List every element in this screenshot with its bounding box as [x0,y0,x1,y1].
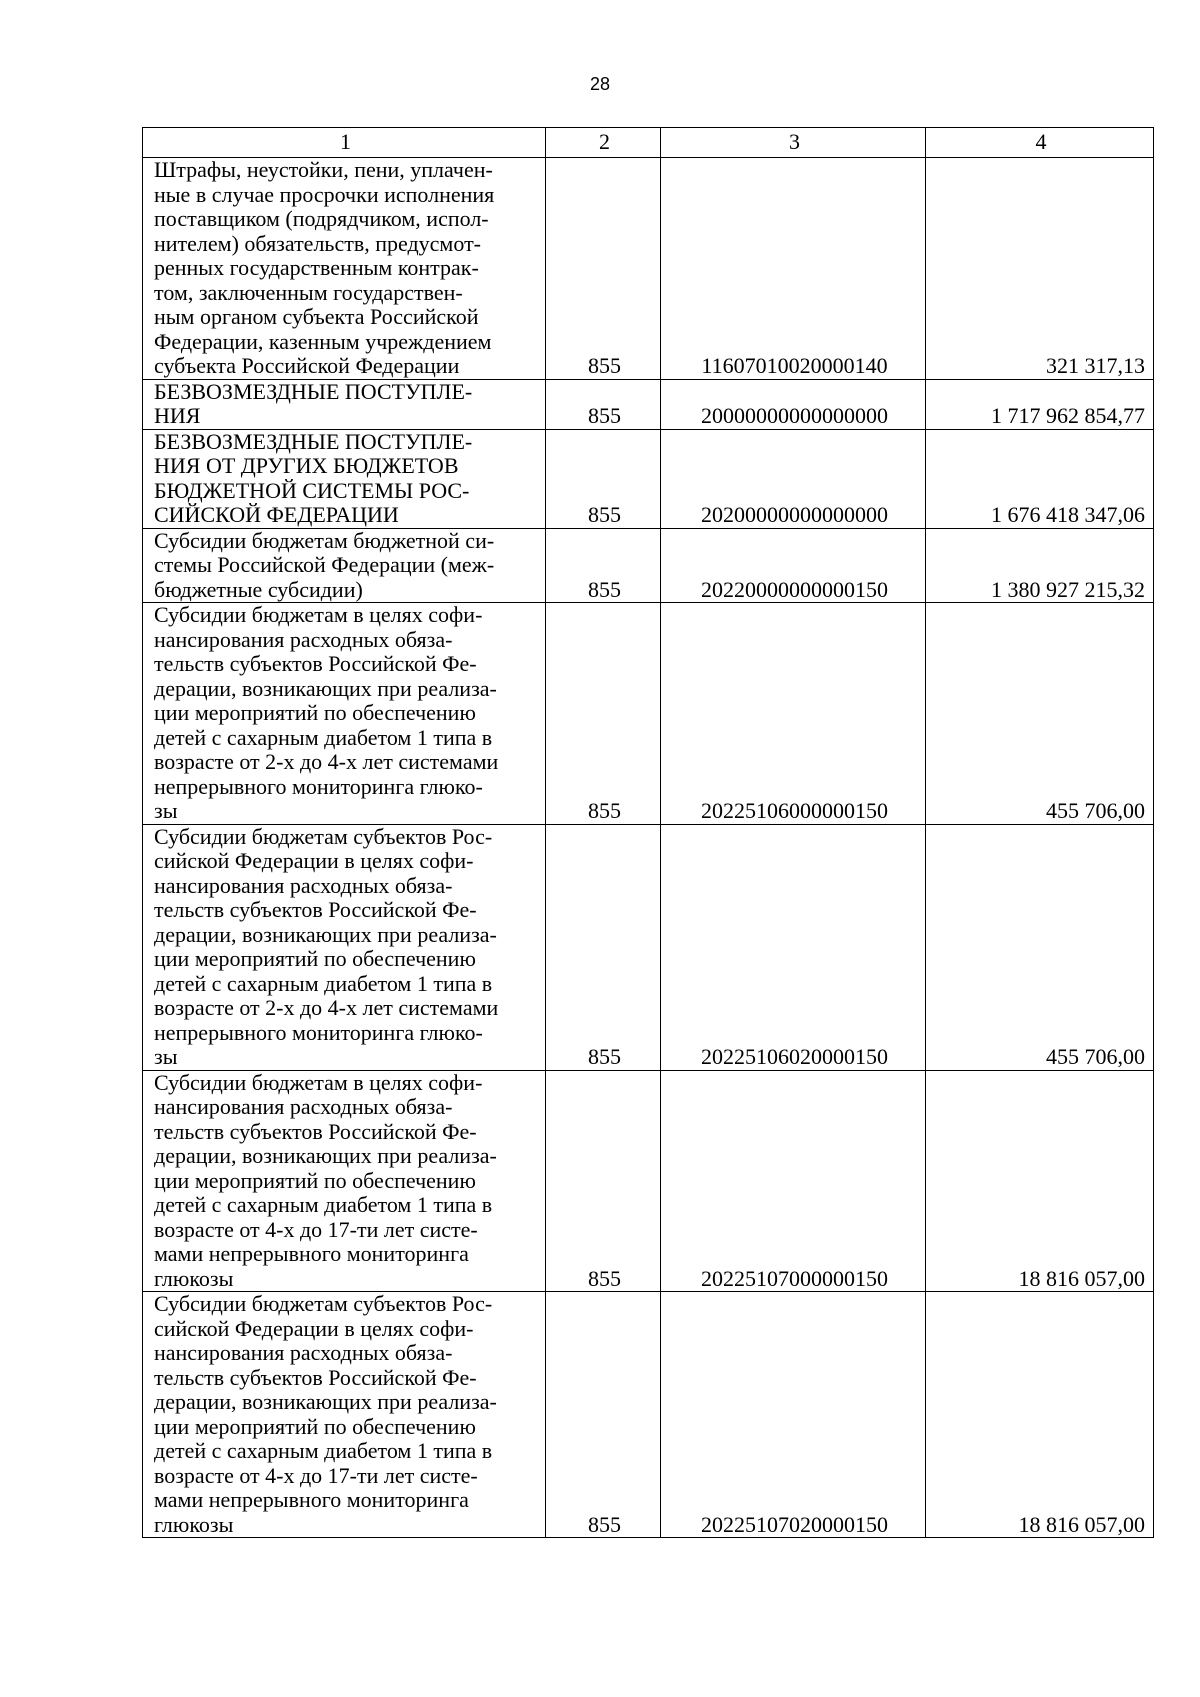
description-line: сийской Федерации в целях софи- [154,848,474,873]
row-admin-code: 855 [546,1292,661,1538]
row-budget-code: 20225106000000150 [661,603,926,825]
table-header-row [143,128,1154,158]
row-admin-code: 855 [546,158,661,380]
description-line: ным органом субъекта Российской [154,304,479,329]
description-line: Субсидии бюджетам в целях софи- [154,602,483,627]
description-line: Субсидии бюджетам субъектов Рос- [154,823,493,849]
description-line: сийской Федерации в целях софи- [154,1315,474,1341]
description-line: детей с сахарным диабетом 1 типа в [154,724,493,750]
description-line: тельств субъектов Российской Фе- [154,1364,477,1390]
description-line: ции мероприятий по обеспечению [154,700,476,725]
description-line: тельств субъектов Российской Фе- [154,1118,477,1144]
row-description [143,603,546,825]
table-row [143,824,1154,1070]
description-line: поставщиком (подрядчиком, испол- [154,206,489,231]
table-body [143,158,1154,1538]
row-admin-code: 855 [546,379,661,429]
description-line: нансирования расходных обяза- [154,1340,453,1365]
column-header-3: 3 [661,128,926,158]
row-budget-code: 20220000000000150 [661,528,926,603]
row-amount: 1 380 927 215,32 [926,528,1154,603]
table-row [143,1070,1154,1292]
description-line: зы [154,798,178,823]
row-budget-code: 20225107020000150 [661,1292,926,1538]
description-line: субъекта Российской Федерации [154,353,460,378]
description-line: дерации, возникающих при реализа- [154,675,497,701]
description-line: ные в случае просрочки исполнения [154,181,495,207]
description-line: детей с сахарным диабетом 1 типа в [154,970,493,996]
description-line: Субсидии бюджетам бюджетной си- [154,527,495,553]
description-line: ции мероприятий по обеспечению [154,1167,476,1193]
row-description [143,528,546,603]
column-header-4: 4 [926,128,1154,158]
description-line: БЕЗВОЗМЕЗДНЫЕ ПОСТУПЛЕ- [154,378,473,404]
row-amount: 321 317,13 [926,158,1154,380]
description-line: возрасте от 2-х до 4-х лет системами [154,995,499,1020]
description-line: детей с сахарным диабетом 1 типа в [154,1438,493,1463]
table-row [143,603,1154,825]
column-header-2: 2 [546,128,661,158]
description-line: НИЯ ОТ ДРУГИХ БЮДЖЕТОВ [154,453,459,478]
row-admin-code: 855 [546,528,661,603]
description-line: мами непрерывного мониторинга [154,1487,469,1512]
description-line: детей с сахарным диабетом 1 типа в [154,1192,493,1217]
description-line: том, заключенным государствен- [154,279,463,305]
description-line: Федерации, казенным учреждением [154,328,492,354]
description-line: зы [154,1044,178,1069]
row-description [143,158,546,380]
row-amount: 455 706,00 [926,824,1154,1070]
row-description [143,1292,546,1538]
description-line: Субсидии бюджетам субъектов Рос- [154,1291,493,1316]
description-line: возрасте от 2-х до 4-х лет системами [154,749,499,774]
row-description [143,1070,546,1292]
row-budget-code: 20225106020000150 [661,824,926,1070]
description-line: стемы Российской Федерации (меж- [154,552,495,577]
description-line: дерации, возникающих при реализа- [154,1143,497,1168]
description-line: бюджетные субсидии) [154,576,363,602]
description-line: нансирования расходных обяза- [154,1094,453,1119]
table-row [143,379,1154,429]
description-line: СИЙСКОЙ ФЕДЕРАЦИИ [154,502,399,527]
description-line: глюкозы [154,1511,234,1537]
row-admin-code: 855 [546,429,661,528]
row-budget-code: 11607010020000140 [661,158,926,380]
page-number: 28 [589,74,611,94]
row-admin-code: 855 [546,603,661,825]
description-line: нансирования расходных обяза- [154,626,453,652]
table-row [143,1292,1154,1538]
description-line: возрасте от 4-х до 17-ти лет систе- [154,1462,478,1488]
table-row [143,528,1154,603]
description-line: тельств субъектов Российской Фе- [154,651,477,676]
description-line: Штрафы, неустойки, пени, уплачен- [154,157,493,182]
column-header-1: 1 [143,128,546,158]
row-admin-code: 855 [546,824,661,1070]
description-line: Субсидии бюджетам в целях софи- [154,1069,483,1095]
description-line: ренных государственным контрак- [154,255,479,280]
description-line: мами непрерывного мониторинга [154,1241,469,1266]
description-line: дерации, возникающих при реализа- [154,1389,497,1414]
row-budget-code: 20000000000000000 [661,379,926,429]
row-budget-code: 20200000000000000 [661,429,926,528]
row-budget-code: 20225107000000150 [661,1070,926,1292]
row-amount: 455 706,00 [926,603,1154,825]
table-row [143,429,1154,528]
description-line: нансирования расходных обяза- [154,872,453,898]
description-line: непрерывного мониторинга глюко- [154,773,483,799]
budget-table [142,127,1154,1538]
description-line: непрерывного мониторинга глюко- [154,1019,483,1045]
row-admin-code: 855 [546,1070,661,1292]
description-line: нителем) обязательств, предусмот- [154,230,482,256]
row-amount: 18 816 057,00 [926,1070,1154,1292]
description-line: БЮДЖЕТНОЙ СИСТЕМЫ РОС- [154,477,470,503]
row-description [143,429,546,528]
description-line: возрасте от 4-х до 17-ти лет систе- [154,1216,478,1242]
description-line: тельств субъектов Российской Фе- [154,897,477,922]
description-line: ции мероприятий по обеспечению [154,1413,476,1439]
description-line: НИЯ [154,403,201,428]
description-line: БЕЗВОЗМЕЗДНЫЕ ПОСТУПЛЕ- [154,428,473,454]
table-row [143,158,1154,380]
row-amount: 1 717 962 854,77 [926,379,1154,429]
description-line: глюкозы [154,1265,234,1291]
row-amount: 18 816 057,00 [926,1292,1154,1538]
row-amount: 1 676 418 347,06 [926,429,1154,528]
description-line: дерации, возникающих при реализа- [154,921,497,947]
description-line: ции мероприятий по обеспечению [154,946,476,971]
row-description [143,824,546,1070]
row-description [143,379,546,429]
